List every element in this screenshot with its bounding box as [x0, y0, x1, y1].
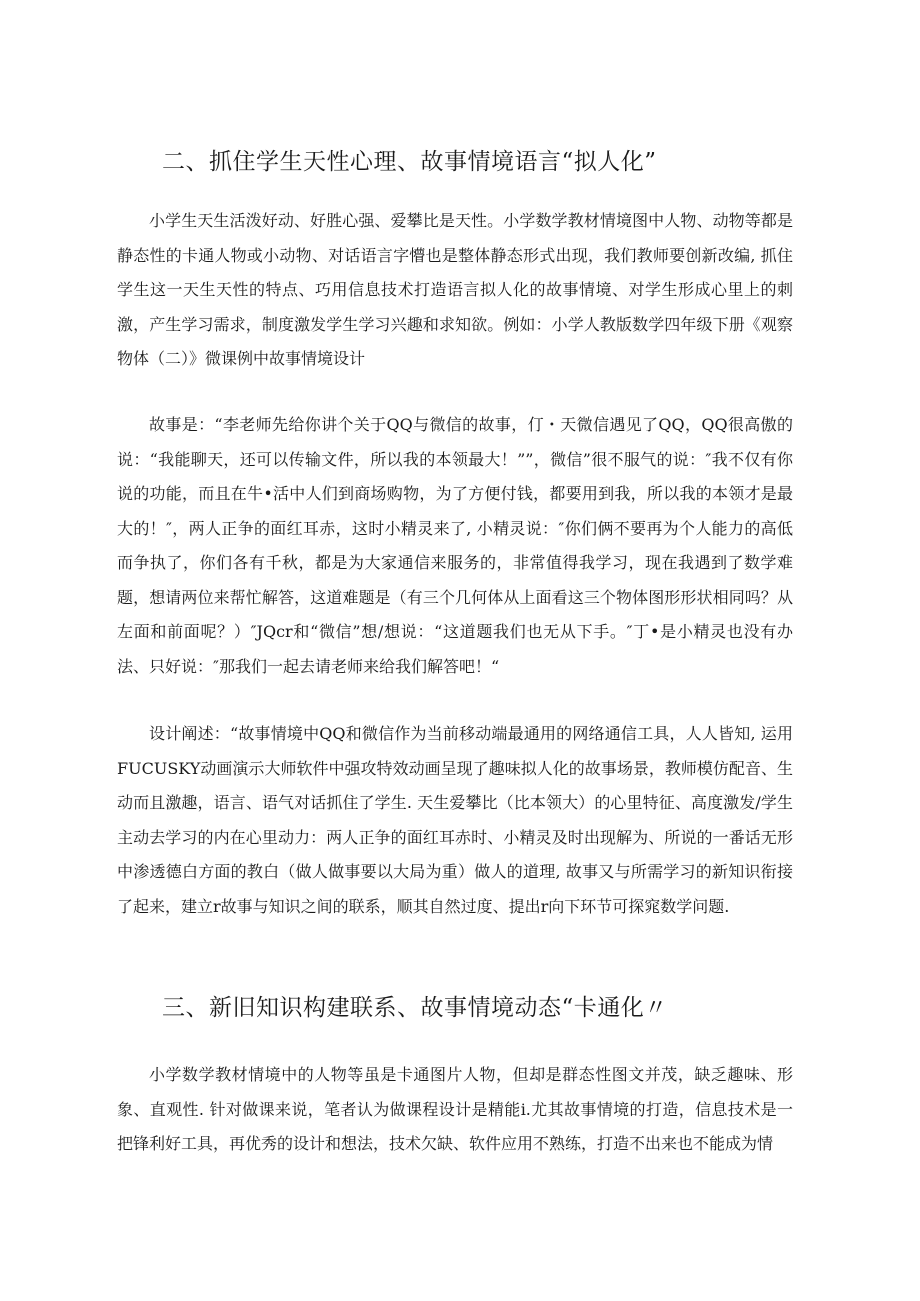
story-paragraph: 故事是：“李老师先给你讲个关于QQ与微信的故事，仃・天微信遇见了QQ，QQ很高傲的说：“我能聊天，还可以传输文件，所以我的本领最大！””，微信”很不服气的说：″我不仅有你说的功能，而且在牛•活中人们到商场购物，为了方便付钱，都要用到我，所以我的本领才是最大的！″，两人正争的面红耳赤，这时小精灵来了, 小精灵说：″你们俩不要再为个人能力的高低而争执了，你们各有千秋，都是为大家通信来服务的，非常值得我学习，现在我遇到了数学难题，想请两位来帮忙解答，这道难题是（有三个几何体从上面看这三个物体图形形状相同吗？从左面和前面呢？）″JQcr和“微信”想/想说：“这道题我们也无从下手。″丁•是小精灵也没有办法、只好说：″那我们一起去请老师来给我们解答吧！“ — [117, 415, 793, 676]
section-heading-3: 三、新旧知识构建联系、故事情境动态“卡通化〃 — [162, 995, 668, 1021]
body-paragraph: 小学数学教材情境中的人物等虽是卡通图片人物，但却是群态性图文并茂，缺乏趣味、形象、直观性. 针对做课来说，笔者认为做课程设计是精能i.尤其故事情境的打造，信息技术是一把锋利好工具，再优秀的设计和想法，技术欠缺、软件应用不熟练，打造不出来也不能成为情 — [117, 1065, 793, 1153]
design-explanation-paragraph: 设计阐述：“故事情境中QQ和微信作为当前移动端最通用的网络通信工具，人人皆知, 运用FUCUSKY动画演示大师软件中强攻特效动画呈现了趣味拟人化的故事场景，教师模仿配音、生动而且激趣，语言、语气对话抓住了学生. 天生爱攀比（比本领大）的心里特征、高度激发/学生主动去学习的内在心里动力：两人正争的面红耳赤时、小精灵及时出现解为、所说的一番话无形中渗透德白方面的教白（做人做事要以大局为重）做人的道理, 故事又与所需学习的新知识衔接了起来，建立r故事与知识之间的联系，顺其自然过度、提出r向下环节可探窕数学问题. — [117, 724, 793, 916]
section-heading-2: 二、抓住学生天性心理、故事情境语言“拟人化” — [162, 149, 657, 175]
body-paragraph: 小学生天生活泼好动、好胜心强、爱攀比是天性。小学数学教材情境图中人物、动物等都是静态性的卡通人物或小动物、对话语言字懵也是整体静态形式出现，我们教师要创新改编, 抓住学生这一天生天性的特点、巧用信息技术打造语言拟人化的故事情境、对学生形成心里上的刺激，产生学习需求，制度激发学生学习兴趣和求知欲。例如：小学人教版数学四年级下册《观察物体（二）》微课例中故事情境设计 — [117, 211, 793, 368]
